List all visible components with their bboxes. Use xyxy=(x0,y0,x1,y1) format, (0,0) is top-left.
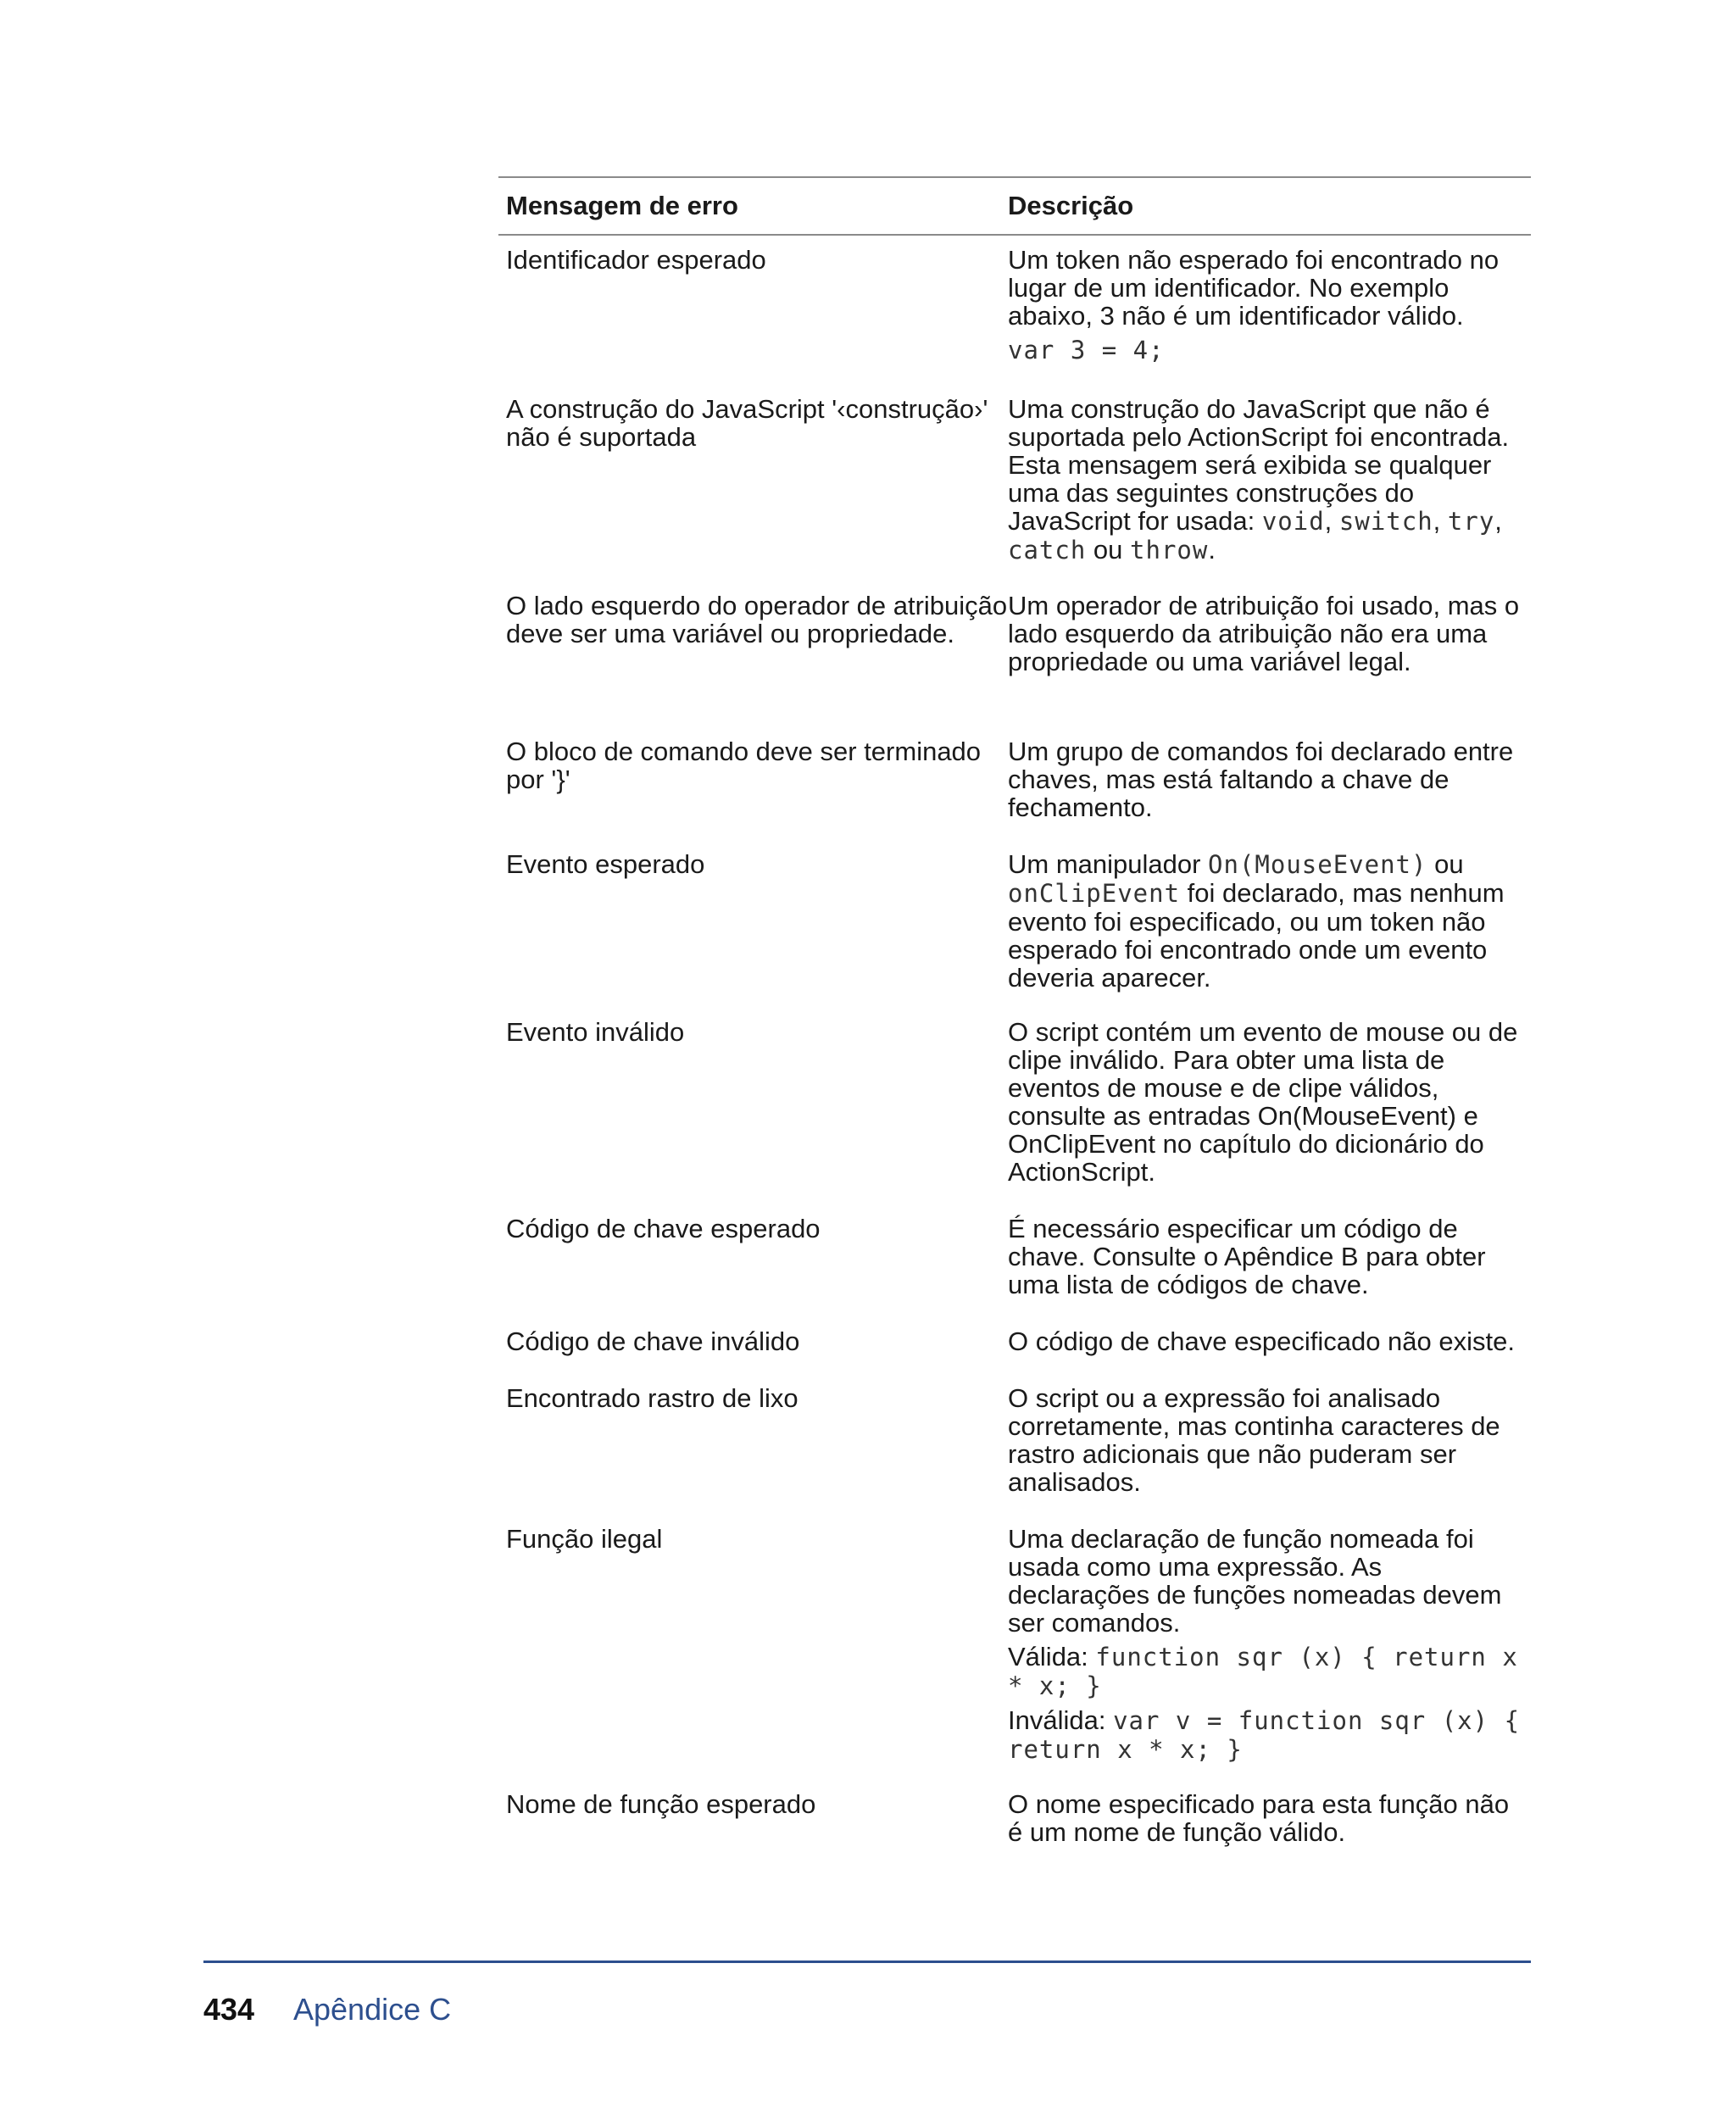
table-row xyxy=(498,1327,1531,1355)
keyword-switch: switch xyxy=(1338,507,1433,536)
error-message: Código de chave inválido xyxy=(506,1326,800,1356)
error-table xyxy=(498,176,1531,1847)
column-header-error: Mensagem de erro xyxy=(506,191,738,220)
separator: ou xyxy=(1086,535,1131,565)
error-description xyxy=(1008,1525,1531,1764)
column-header-description: Descrição xyxy=(1008,191,1134,220)
description-text: Um manipulador xyxy=(1008,849,1209,879)
valid-code-example: function sqr (x) { return x * x; } xyxy=(1008,1643,1518,1700)
keyword-void: void xyxy=(1261,507,1325,536)
error-description: O script contém um evento de mouse ou de clipe inválido. Para obter uma lista de eventos de mouse e de clipe válidos, consulte as entradas On(MouseEvent) e OnClipEvent no capítulo do dicionário do ActionScript. xyxy=(1008,1017,1518,1187)
connector: ou xyxy=(1427,849,1464,879)
error-message: Identificador esperado xyxy=(506,245,766,275)
error-message: A construção do JavaScript '‹construção›' não é suportada xyxy=(506,394,988,452)
separator: , xyxy=(1494,506,1502,536)
error-message: Evento inválido xyxy=(506,1017,685,1047)
error-description: Um operador de atribuição foi usado, mas o lado esquerdo da atribuição não era uma propriedade ou uma variável legal. xyxy=(1008,591,1520,676)
separator: , xyxy=(1433,506,1448,536)
error-description xyxy=(1008,246,1531,364)
keyword-throw: throw xyxy=(1130,536,1209,565)
error-description: O script ou a expressão foi analisado corretamente, mas continha caracteres de rastro adicionais que não puderam ser analisados. xyxy=(1008,1383,1500,1497)
table-row xyxy=(498,1215,1531,1299)
error-message: Função ilegal xyxy=(506,1524,663,1554)
footer-rule xyxy=(203,1960,1531,1963)
description-text: Uma construção do JavaScript que não é suportada pelo ActionScript foi encontrada. Esta mensagem será exibida se qualquer uma das seguintes construções do JavaScript for usada: xyxy=(1008,394,1510,536)
description-text: Uma declaração de função nomeada foi usada como uma expressão. As declarações de funções nomeadas devem ser comandos. xyxy=(1008,1524,1502,1638)
sentence-end: . xyxy=(1208,535,1216,565)
error-message: Evento esperado xyxy=(506,849,705,879)
error-description: O código de chave especificado não existe. xyxy=(1008,1326,1515,1356)
table-row xyxy=(498,246,1531,364)
error-description xyxy=(1008,850,1531,992)
table-row xyxy=(498,850,1531,992)
error-message: Nome de função esperado xyxy=(506,1789,816,1819)
error-message: Código de chave esperado xyxy=(506,1214,821,1243)
error-description xyxy=(1008,395,1531,565)
description-text: Um token não esperado foi encontrado no lugar de um identificador. No exemplo abaixo, 3 não é um identificador válido. xyxy=(1008,245,1500,331)
table-row xyxy=(498,1525,1531,1764)
keyword-catch: catch xyxy=(1008,536,1087,565)
separator: , xyxy=(1324,506,1339,536)
error-message: O bloco de comando deve ser terminado por '}' xyxy=(506,737,982,794)
table-header-row xyxy=(498,178,1531,236)
error-description: O nome especificado para esta função não é um nome de função válido. xyxy=(1008,1789,1510,1847)
code-example: var 3 = 4; xyxy=(1008,336,1165,364)
table-row xyxy=(498,1384,1531,1496)
code-on-clip-event: onClipEvent xyxy=(1008,879,1181,908)
table-row xyxy=(498,1018,1531,1186)
valid-label: Válida: xyxy=(1008,1642,1096,1671)
page-number: 434 xyxy=(203,1992,255,2027)
table-row xyxy=(498,592,1531,676)
table-row xyxy=(498,395,1531,565)
invalid-code-example: var v = function sqr (x) { return x * x; } xyxy=(1008,1706,1521,1764)
invalid-label: Inválida: xyxy=(1008,1705,1114,1735)
error-message: O lado esquerdo do operador de atribuição deve ser uma variável ou propriedade. xyxy=(506,591,1008,648)
keyword-try: try xyxy=(1447,507,1495,536)
table-row xyxy=(498,1790,1531,1846)
error-message: Encontrado rastro de lixo xyxy=(506,1383,798,1413)
error-description: É necessário especificar um código de chave. Consulte o Apêndice B para obter uma lista de códigos de chave. xyxy=(1008,1214,1486,1299)
chapter-title: Apêndice C xyxy=(293,1992,452,2027)
table-row xyxy=(498,737,1531,821)
error-description: Um grupo de comandos foi declarado entre chaves, mas está faltando a chave de fechamento. xyxy=(1008,737,1514,822)
code-on-mouse-event: On(MouseEvent) xyxy=(1208,850,1427,879)
description-text: foi declarado, mas nenhum evento foi especificado, ou um token não esperado foi encontrado onde um evento deveria aparecer. xyxy=(1008,878,1505,993)
